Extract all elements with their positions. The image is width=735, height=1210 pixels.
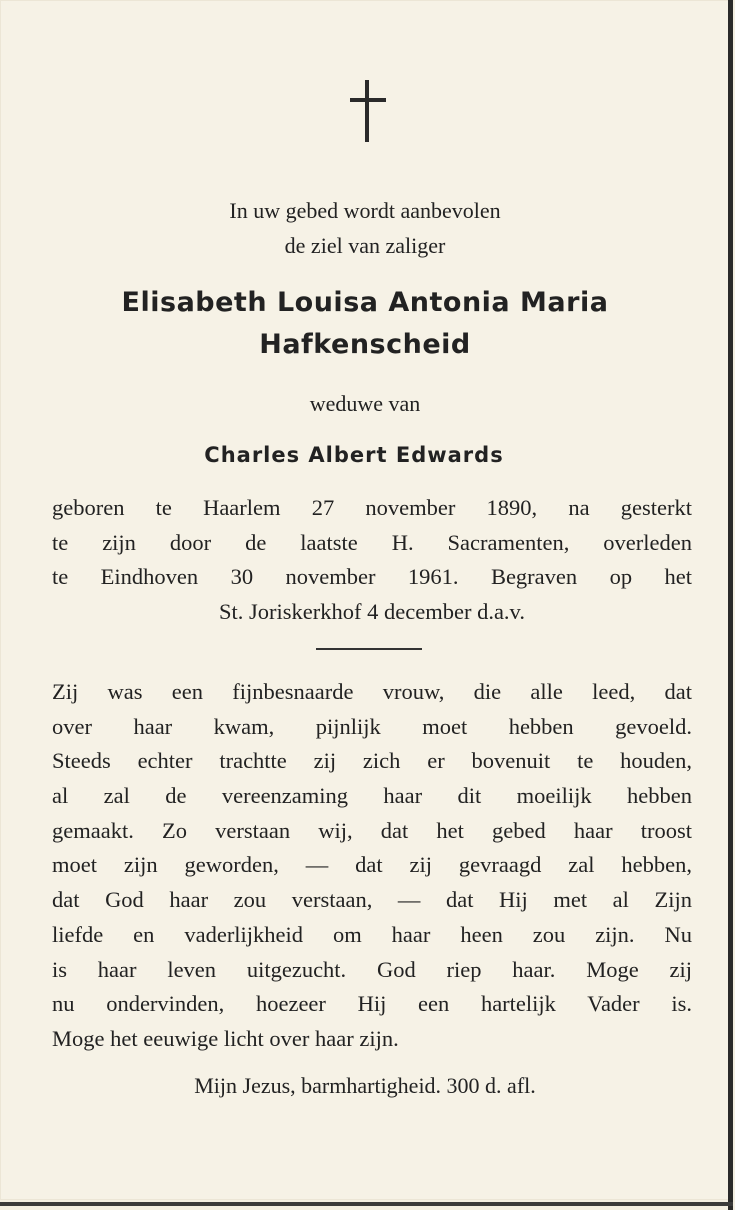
- deceased-name-line-1: Elisabeth Louisa Antonia Maria: [121, 287, 609, 318]
- tribute-line: Moge het eeuwige licht over haar zijn.: [52, 1025, 399, 1051]
- tribute-paragraph: [52, 675, 692, 1057]
- biography-paragraph: [52, 491, 692, 630]
- biography-line: St. Joriskerkhof 4 december d.a.v.: [219, 599, 525, 625]
- tribute-line: liefde en vaderlijkheid om haar heen zou zijn. Nu: [52, 921, 692, 947]
- relation-text: weduwe van: [309, 391, 421, 416]
- tribute-line: Zij was een fijnbesnaarde vrouw, die alle leed, dat: [52, 679, 692, 704]
- intro-line-2: de ziel van zaliger: [284, 233, 446, 258]
- cross-icon: [350, 80, 386, 142]
- divider-rule: [316, 648, 422, 650]
- tribute-line: moet zijn geworden, — dat zij gevraagd zal hebben,: [52, 852, 692, 878]
- tribute-line: over haar kwam, pijnlijk moet hebben gevoeld.: [52, 713, 692, 739]
- biography-line: te zijn door de laatste H. Sacramenten, overleden: [52, 529, 692, 555]
- spouse-name: Charles Albert Edwards: [204, 443, 504, 467]
- intro-line-1: In uw gebed wordt aanbevolen: [229, 198, 501, 223]
- tribute-line: dat God haar zou verstaan, — dat Hij met al Zijn: [52, 887, 692, 913]
- tribute-line: Steeds echter trachtte zij zich er bovenuit te houden,: [52, 748, 692, 774]
- deceased-name-line-2: Hafkenscheid: [259, 329, 471, 360]
- tribute-line: al zal de vereenzaming haar dit moeilijk hebben: [52, 783, 692, 809]
- indulgence-prayer: Mijn Jezus, barmhartigheid. 300 d. afl.: [194, 1073, 536, 1098]
- card-edge-shadow-right: [728, 0, 733, 1210]
- card-edge-shadow-bottom: [0, 1202, 733, 1206]
- tribute-line: gemaakt. Zo verstaan wij, dat het gebed haar troost: [52, 817, 692, 843]
- tribute-line: nu ondervinden, hoezeer Hij een hartelijk Vader is.: [52, 991, 692, 1017]
- tribute-line: is haar leven uitgezucht. God riep haar. Moge zij: [52, 956, 692, 982]
- biography-line: geboren te Haarlem 27 november 1890, na gesterkt: [52, 495, 692, 520]
- biography-line: te Eindhoven 30 november 1961. Begraven op het: [52, 564, 692, 590]
